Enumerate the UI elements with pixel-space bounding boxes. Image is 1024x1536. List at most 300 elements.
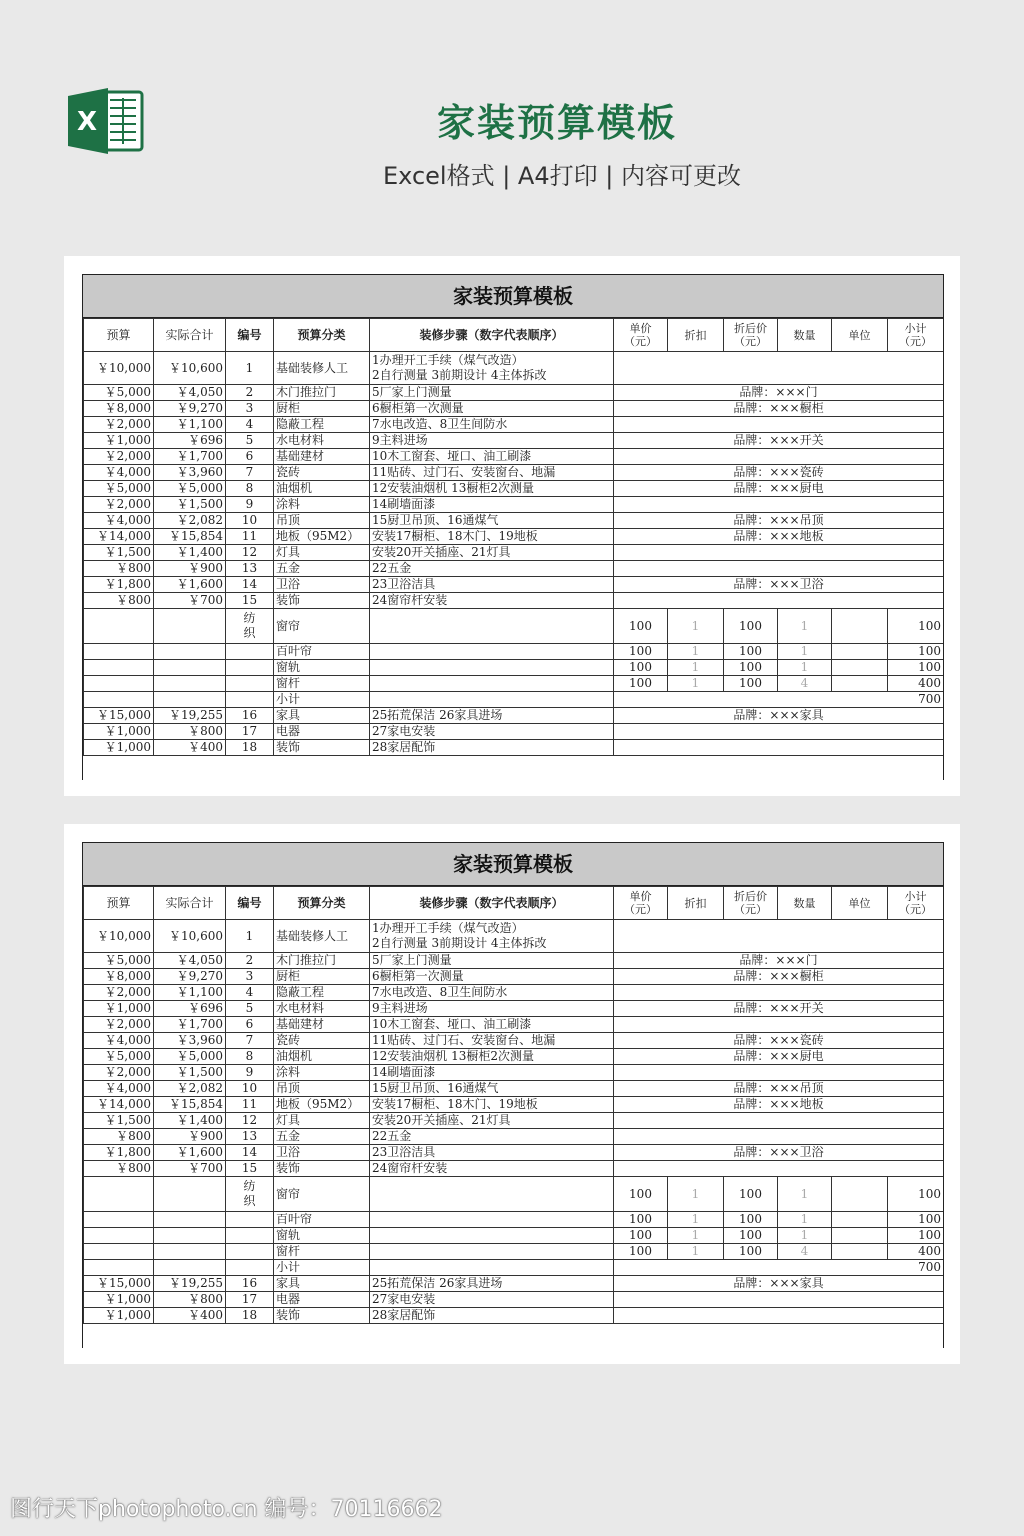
table-row <box>84 529 944 545</box>
category-cell: 隐蔽工程 <box>274 417 370 433</box>
table-row <box>84 1017 944 1033</box>
budget-cell: ￥2,000 <box>84 497 154 513</box>
category-cell: 灯具 <box>274 1113 370 1129</box>
step-cell <box>370 676 614 692</box>
after-discount-cell: 100 <box>724 676 778 692</box>
actual-cell: ￥19,255 <box>154 708 226 724</box>
step-cell <box>370 1177 614 1212</box>
fabric-item-name: 窗杆 <box>274 1244 370 1260</box>
step-cell <box>370 577 614 593</box>
table-row <box>84 577 944 593</box>
number-cell: 12 <box>226 1113 274 1129</box>
actual-cell: ￥15,854 <box>154 1097 226 1113</box>
budget-cell: ￥2,000 <box>84 449 154 465</box>
budget-table <box>83 886 944 1324</box>
step-cell <box>370 1212 614 1228</box>
step-line: 25拓荒保洁 26家具进场 <box>372 708 503 722</box>
actual-cell <box>154 660 226 676</box>
empty-cell <box>226 692 274 708</box>
step-line: 2自行测量 3前期设计 4主体拆改 <box>372 936 547 950</box>
table-row <box>84 1049 944 1065</box>
category-cell: 隐蔽工程 <box>274 985 370 1001</box>
table-row <box>84 1292 944 1308</box>
number-cell: 4 <box>226 417 274 433</box>
brand-cell <box>614 985 944 1001</box>
subtotal-value: 700 <box>614 1260 944 1276</box>
actual-cell: ￥1,400 <box>154 545 226 561</box>
budget-cell: ￥800 <box>84 593 154 609</box>
unit-cell <box>832 1228 888 1244</box>
subtotal-label: 小计 <box>274 692 370 708</box>
step-line: 7水电改造、8卫生间防水 <box>372 985 508 999</box>
number-cell: 13 <box>226 561 274 577</box>
step-line: 1办理开工手续（煤气改造） <box>372 921 524 935</box>
category-cell: 装饰 <box>274 1161 370 1177</box>
unit-cell <box>832 676 888 692</box>
discount-cell: 1 <box>668 1228 724 1244</box>
actual-cell: ￥2,082 <box>154 1081 226 1097</box>
step-cell <box>370 1161 614 1177</box>
actual-cell: ￥9,270 <box>154 401 226 417</box>
col-quantity: 数量 <box>778 319 832 352</box>
step-line: 28家居配饰 <box>372 1308 436 1322</box>
brand-cell <box>614 1017 944 1033</box>
table-row <box>84 401 944 417</box>
number-cell: 5 <box>226 1001 274 1017</box>
step-line: 15厨卫吊顶、16通煤气 <box>372 1081 499 1095</box>
quantity-cell: 4 <box>778 676 832 692</box>
category-cell: 电器 <box>274 724 370 740</box>
subtotal-cell: 100 <box>888 1177 944 1212</box>
step-cell <box>370 1081 614 1097</box>
number-cell: 17 <box>226 1292 274 1308</box>
header-line: （元） <box>899 903 932 916</box>
step-cell <box>370 1001 614 1017</box>
table-row <box>84 740 944 756</box>
step-line: 7水电改造、8卫生间防水 <box>372 417 508 431</box>
category-cell: 卫浴 <box>274 577 370 593</box>
table-row <box>84 1113 944 1129</box>
col-discount: 折扣 <box>668 887 724 920</box>
watermark: 图行天下photophoto.cn 编号：70116662 <box>10 1497 443 1522</box>
after-discount-cell: 100 <box>724 1244 778 1260</box>
brand-cell <box>614 1292 944 1308</box>
step-cell <box>370 708 614 724</box>
step-line: 2自行测量 3前期设计 4主体拆改 <box>372 368 547 382</box>
category-cell: 装饰 <box>274 740 370 756</box>
table-row <box>84 1097 944 1113</box>
step-cell <box>370 1033 614 1049</box>
fabric-label: 纺织 <box>243 1179 256 1208</box>
fabric-item-name: 窗杆 <box>274 676 370 692</box>
brand-cell: 品牌：×××卫浴 <box>614 1145 944 1161</box>
header-line: （元） <box>624 903 657 916</box>
header-line: （元） <box>734 335 767 348</box>
unit-price-cell: 100 <box>614 1212 668 1228</box>
category-cell: 装饰 <box>274 593 370 609</box>
step-cell <box>370 481 614 497</box>
category-cell: 地板（95M2） <box>274 1097 370 1113</box>
category-cell: 水电材料 <box>274 433 370 449</box>
actual-cell: ￥1,700 <box>154 1017 226 1033</box>
actual-cell: ￥800 <box>154 724 226 740</box>
budget-cell <box>84 1212 154 1228</box>
step-line: 5厂家上门测量 <box>372 385 452 399</box>
brand-cell <box>614 497 944 513</box>
budget-cell: ￥1,000 <box>84 740 154 756</box>
number-cell: 6 <box>226 1017 274 1033</box>
category-cell: 吊顶 <box>274 513 370 529</box>
category-cell: 五金 <box>274 1129 370 1145</box>
budget-cell: ￥4,000 <box>84 465 154 481</box>
table-row <box>84 593 944 609</box>
unit-cell <box>832 660 888 676</box>
col-no: 编号 <box>226 887 274 920</box>
brand-cell: 品牌：×××厨电 <box>614 481 944 497</box>
header-line: 折后价 <box>734 322 767 335</box>
brand-cell <box>614 920 944 953</box>
budget-cell: ￥800 <box>84 1161 154 1177</box>
number-cell: 16 <box>226 1276 274 1292</box>
number-cell: 12 <box>226 545 274 561</box>
budget-cell: ￥4,000 <box>84 513 154 529</box>
actual-cell: ￥800 <box>154 1292 226 1308</box>
page-subtitle: Excel格式 | A4打印 | 内容可更改 <box>383 162 741 190</box>
quantity-cell: 4 <box>778 1244 832 1260</box>
brand-cell: 品牌：×××开关 <box>614 1001 944 1017</box>
col-unit-price <box>614 887 668 920</box>
category-cell: 基础建材 <box>274 1017 370 1033</box>
col-budget: 预算 <box>84 887 154 920</box>
actual-cell: ￥1,400 <box>154 1113 226 1129</box>
discount-cell: 1 <box>668 644 724 660</box>
fabric-item-name: 百叶帘 <box>274 1212 370 1228</box>
excel-logo-letter: X <box>76 107 98 137</box>
step-line: 24窗帘杆安装 <box>372 593 448 607</box>
budget-cell <box>84 1177 154 1212</box>
step-line: 23卫浴洁具 <box>372 577 436 591</box>
step-line: 27家电安装 <box>372 724 436 738</box>
category-cell: 电器 <box>274 1292 370 1308</box>
brand-cell: 品牌：×××卫浴 <box>614 577 944 593</box>
actual-cell: ￥1,500 <box>154 1065 226 1081</box>
brand-cell <box>614 417 944 433</box>
budget-cell: ￥800 <box>84 561 154 577</box>
table-row <box>84 497 944 513</box>
budget-cell <box>84 660 154 676</box>
header-line: 小计 <box>904 890 927 903</box>
col-after-discount <box>724 319 778 352</box>
col-actual: 实际合计 <box>154 319 226 352</box>
header-row <box>84 319 944 352</box>
fabric-row <box>84 644 944 660</box>
brand-cell <box>614 561 944 577</box>
category-cell: 厨柜 <box>274 969 370 985</box>
step-cell <box>370 1113 614 1129</box>
table-row <box>84 352 944 385</box>
after-discount-cell: 100 <box>724 1212 778 1228</box>
budget-cell: ￥1,000 <box>84 1308 154 1324</box>
step-cell <box>370 497 614 513</box>
spreadsheet <box>82 842 944 1348</box>
category-cell: 涂料 <box>274 497 370 513</box>
col-subtotal <box>888 319 944 352</box>
fabric-label-cell <box>226 660 274 676</box>
unit-cell <box>832 1212 888 1228</box>
step-line: 23卫浴洁具 <box>372 1145 436 1159</box>
step-line: 11贴砖、过门石、安装窗台、地漏 <box>372 1033 556 1047</box>
fabric-item-name: 窗帘 <box>274 609 370 644</box>
actual-cell: ￥2,082 <box>154 513 226 529</box>
brand-cell: 品牌：×××开关 <box>614 433 944 449</box>
budget-cell <box>84 644 154 660</box>
sheet-preview-1 <box>64 256 960 796</box>
after-discount-cell: 100 <box>724 1228 778 1244</box>
budget-cell: ￥2,000 <box>84 417 154 433</box>
subtotal-label: 小计 <box>274 1260 370 1276</box>
number-cell: 11 <box>226 529 274 545</box>
actual-cell: ￥5,000 <box>154 1049 226 1065</box>
actual-cell: ￥700 <box>154 1161 226 1177</box>
fabric-row <box>84 676 944 692</box>
fabric-item-name: 百叶帘 <box>274 644 370 660</box>
quantity-cell: 1 <box>778 609 832 644</box>
budget-cell <box>84 1228 154 1244</box>
quantity-cell: 1 <box>778 644 832 660</box>
step-cell <box>370 401 614 417</box>
empty-cell <box>226 1260 274 1276</box>
fabric-row <box>84 1228 944 1244</box>
budget-cell: ￥4,000 <box>84 1081 154 1097</box>
step-line: 安装20开关插座、21灯具 <box>372 1113 511 1127</box>
table-row <box>84 1145 944 1161</box>
unit-price-cell: 100 <box>614 609 668 644</box>
fabric-item-name: 窗轨 <box>274 660 370 676</box>
number-cell: 8 <box>226 1049 274 1065</box>
actual-cell: ￥1,600 <box>154 1145 226 1161</box>
fabric-label-cell <box>226 1244 274 1260</box>
actual-cell <box>154 1244 226 1260</box>
fabric-item-name: 窗帘 <box>274 1177 370 1212</box>
actual-cell: ￥10,600 <box>154 920 226 953</box>
step-line: 22五金 <box>372 1129 412 1143</box>
budget-cell: ￥4,000 <box>84 1033 154 1049</box>
subtotal-cell: 400 <box>888 676 944 692</box>
col-unit: 单位 <box>832 319 888 352</box>
table-row <box>84 920 944 953</box>
category-cell: 卫浴 <box>274 1145 370 1161</box>
fabric-label-cell <box>226 1228 274 1244</box>
step-cell <box>370 609 614 644</box>
step-cell <box>370 985 614 1001</box>
table-row <box>84 1065 944 1081</box>
header-line: 小计 <box>904 322 927 335</box>
budget-cell: ￥800 <box>84 1129 154 1145</box>
number-cell: 3 <box>226 401 274 417</box>
step-line: 22五金 <box>372 561 412 575</box>
brand-cell <box>614 740 944 756</box>
discount-cell: 1 <box>668 1212 724 1228</box>
budget-cell: ￥1,500 <box>84 1113 154 1129</box>
category-cell: 油烟机 <box>274 1049 370 1065</box>
quantity-cell: 1 <box>778 1228 832 1244</box>
actual-cell: ￥9,270 <box>154 969 226 985</box>
category-cell: 厨柜 <box>274 401 370 417</box>
brand-cell <box>614 1129 944 1145</box>
number-cell: 16 <box>226 708 274 724</box>
budget-cell: ￥2,000 <box>84 1065 154 1081</box>
spreadsheet <box>82 274 944 780</box>
step-cell <box>370 1276 614 1292</box>
actual-cell: ￥696 <box>154 1001 226 1017</box>
table-row <box>84 1276 944 1292</box>
unit-cell <box>832 644 888 660</box>
number-cell: 18 <box>226 1308 274 1324</box>
actual-cell: ￥1,700 <box>154 449 226 465</box>
table-row <box>84 708 944 724</box>
number-cell: 6 <box>226 449 274 465</box>
table-row <box>84 417 944 433</box>
table-row <box>84 1033 944 1049</box>
actual-cell: ￥15,854 <box>154 529 226 545</box>
table-row <box>84 969 944 985</box>
number-cell: 11 <box>226 1097 274 1113</box>
actual-cell: ￥10,600 <box>154 352 226 385</box>
brand-cell: 品牌：×××门 <box>614 953 944 969</box>
empty-cell <box>154 1260 226 1276</box>
empty-cell <box>370 1260 614 1276</box>
step-cell <box>370 1065 614 1081</box>
step-cell <box>370 1292 614 1308</box>
step-line: 15厨卫吊顶、16通煤气 <box>372 513 499 527</box>
table-row <box>84 513 944 529</box>
unit-price-cell: 100 <box>614 1228 668 1244</box>
actual-cell <box>154 644 226 660</box>
table-row <box>84 1129 944 1145</box>
table-row <box>84 561 944 577</box>
brand-cell <box>614 1308 944 1324</box>
step-cell <box>370 644 614 660</box>
brand-cell: 品牌：×××瓷砖 <box>614 1033 944 1049</box>
step-line: 25拓荒保洁 26家具进场 <box>372 1276 503 1290</box>
actual-cell <box>154 1177 226 1212</box>
number-cell: 15 <box>226 593 274 609</box>
unit-price-cell: 100 <box>614 676 668 692</box>
step-cell <box>370 513 614 529</box>
quantity-cell: 1 <box>778 1212 832 1228</box>
budget-cell <box>84 1244 154 1260</box>
discount-cell: 1 <box>668 660 724 676</box>
subtotal-value: 700 <box>614 692 944 708</box>
subtotal-cell: 100 <box>888 1212 944 1228</box>
brand-cell: 品牌：×××家具 <box>614 708 944 724</box>
fabric-label-cell <box>226 644 274 660</box>
step-line: 24窗帘杆安装 <box>372 1161 448 1175</box>
step-line: 6橱柜第一次测量 <box>372 401 464 415</box>
empty-cell <box>154 692 226 708</box>
number-cell: 7 <box>226 1033 274 1049</box>
fabric-row <box>84 1212 944 1228</box>
discount-cell: 1 <box>668 676 724 692</box>
actual-cell: ￥1,100 <box>154 417 226 433</box>
category-cell: 吊顶 <box>274 1081 370 1097</box>
budget-cell: ￥5,000 <box>84 385 154 401</box>
unit-price-cell: 100 <box>614 1177 668 1212</box>
brand-cell: 品牌：×××地板 <box>614 529 944 545</box>
header-line: （元） <box>899 335 932 348</box>
header-line: （元） <box>734 903 767 916</box>
fabric-subtotal-row <box>84 692 944 708</box>
table-row <box>84 953 944 969</box>
unit-cell <box>832 609 888 644</box>
after-discount-cell: 100 <box>724 609 778 644</box>
quantity-cell: 1 <box>778 660 832 676</box>
step-cell <box>370 433 614 449</box>
step-cell <box>370 1308 614 1324</box>
number-cell: 4 <box>226 985 274 1001</box>
step-line: 11贴砖、过门石、安装窗台、地漏 <box>372 465 556 479</box>
step-cell <box>370 953 614 969</box>
step-line: 28家居配饰 <box>372 740 436 754</box>
brand-cell <box>614 449 944 465</box>
col-unit: 单位 <box>832 887 888 920</box>
budget-cell: ￥1,000 <box>84 1001 154 1017</box>
category-cell: 装饰 <box>274 1308 370 1324</box>
header-line: 单价 <box>629 890 652 903</box>
category-cell: 水电材料 <box>274 1001 370 1017</box>
fabric-row <box>84 1177 944 1212</box>
step-line: 14刷墙面漆 <box>372 497 436 511</box>
fabric-label-cell <box>226 609 274 644</box>
subtotal-cell: 100 <box>888 644 944 660</box>
step-cell <box>370 1049 614 1065</box>
actual-cell: ￥1,500 <box>154 497 226 513</box>
actual-cell <box>154 1212 226 1228</box>
brand-cell <box>614 593 944 609</box>
brand-cell: 品牌：×××橱柜 <box>614 969 944 985</box>
actual-cell: ￥19,255 <box>154 1276 226 1292</box>
budget-cell: ￥1,000 <box>84 433 154 449</box>
number-cell: 7 <box>226 465 274 481</box>
step-cell <box>370 593 614 609</box>
table-row <box>84 1081 944 1097</box>
after-discount-cell: 100 <box>724 1177 778 1212</box>
budget-cell <box>84 676 154 692</box>
budget-cell: ￥1,800 <box>84 1145 154 1161</box>
step-line: 1办理开工手续（煤气改造） <box>372 353 524 367</box>
step-line: 9主料进场 <box>372 433 428 447</box>
step-cell <box>370 449 614 465</box>
table-row <box>84 724 944 740</box>
category-cell: 油烟机 <box>274 481 370 497</box>
category-cell: 基础建材 <box>274 449 370 465</box>
budget-cell <box>84 609 154 644</box>
brand-cell <box>614 1065 944 1081</box>
quantity-cell: 1 <box>778 1177 832 1212</box>
category-cell: 家具 <box>274 1276 370 1292</box>
actual-cell <box>154 609 226 644</box>
number-cell: 9 <box>226 1065 274 1081</box>
step-cell <box>370 1244 614 1260</box>
table-row <box>84 545 944 561</box>
number-cell: 9 <box>226 497 274 513</box>
fabric-row <box>84 609 944 644</box>
actual-cell: ￥1,600 <box>154 577 226 593</box>
brand-cell <box>614 1161 944 1177</box>
budget-cell: ￥14,000 <box>84 529 154 545</box>
brand-cell <box>614 545 944 561</box>
empty-cell <box>370 692 614 708</box>
